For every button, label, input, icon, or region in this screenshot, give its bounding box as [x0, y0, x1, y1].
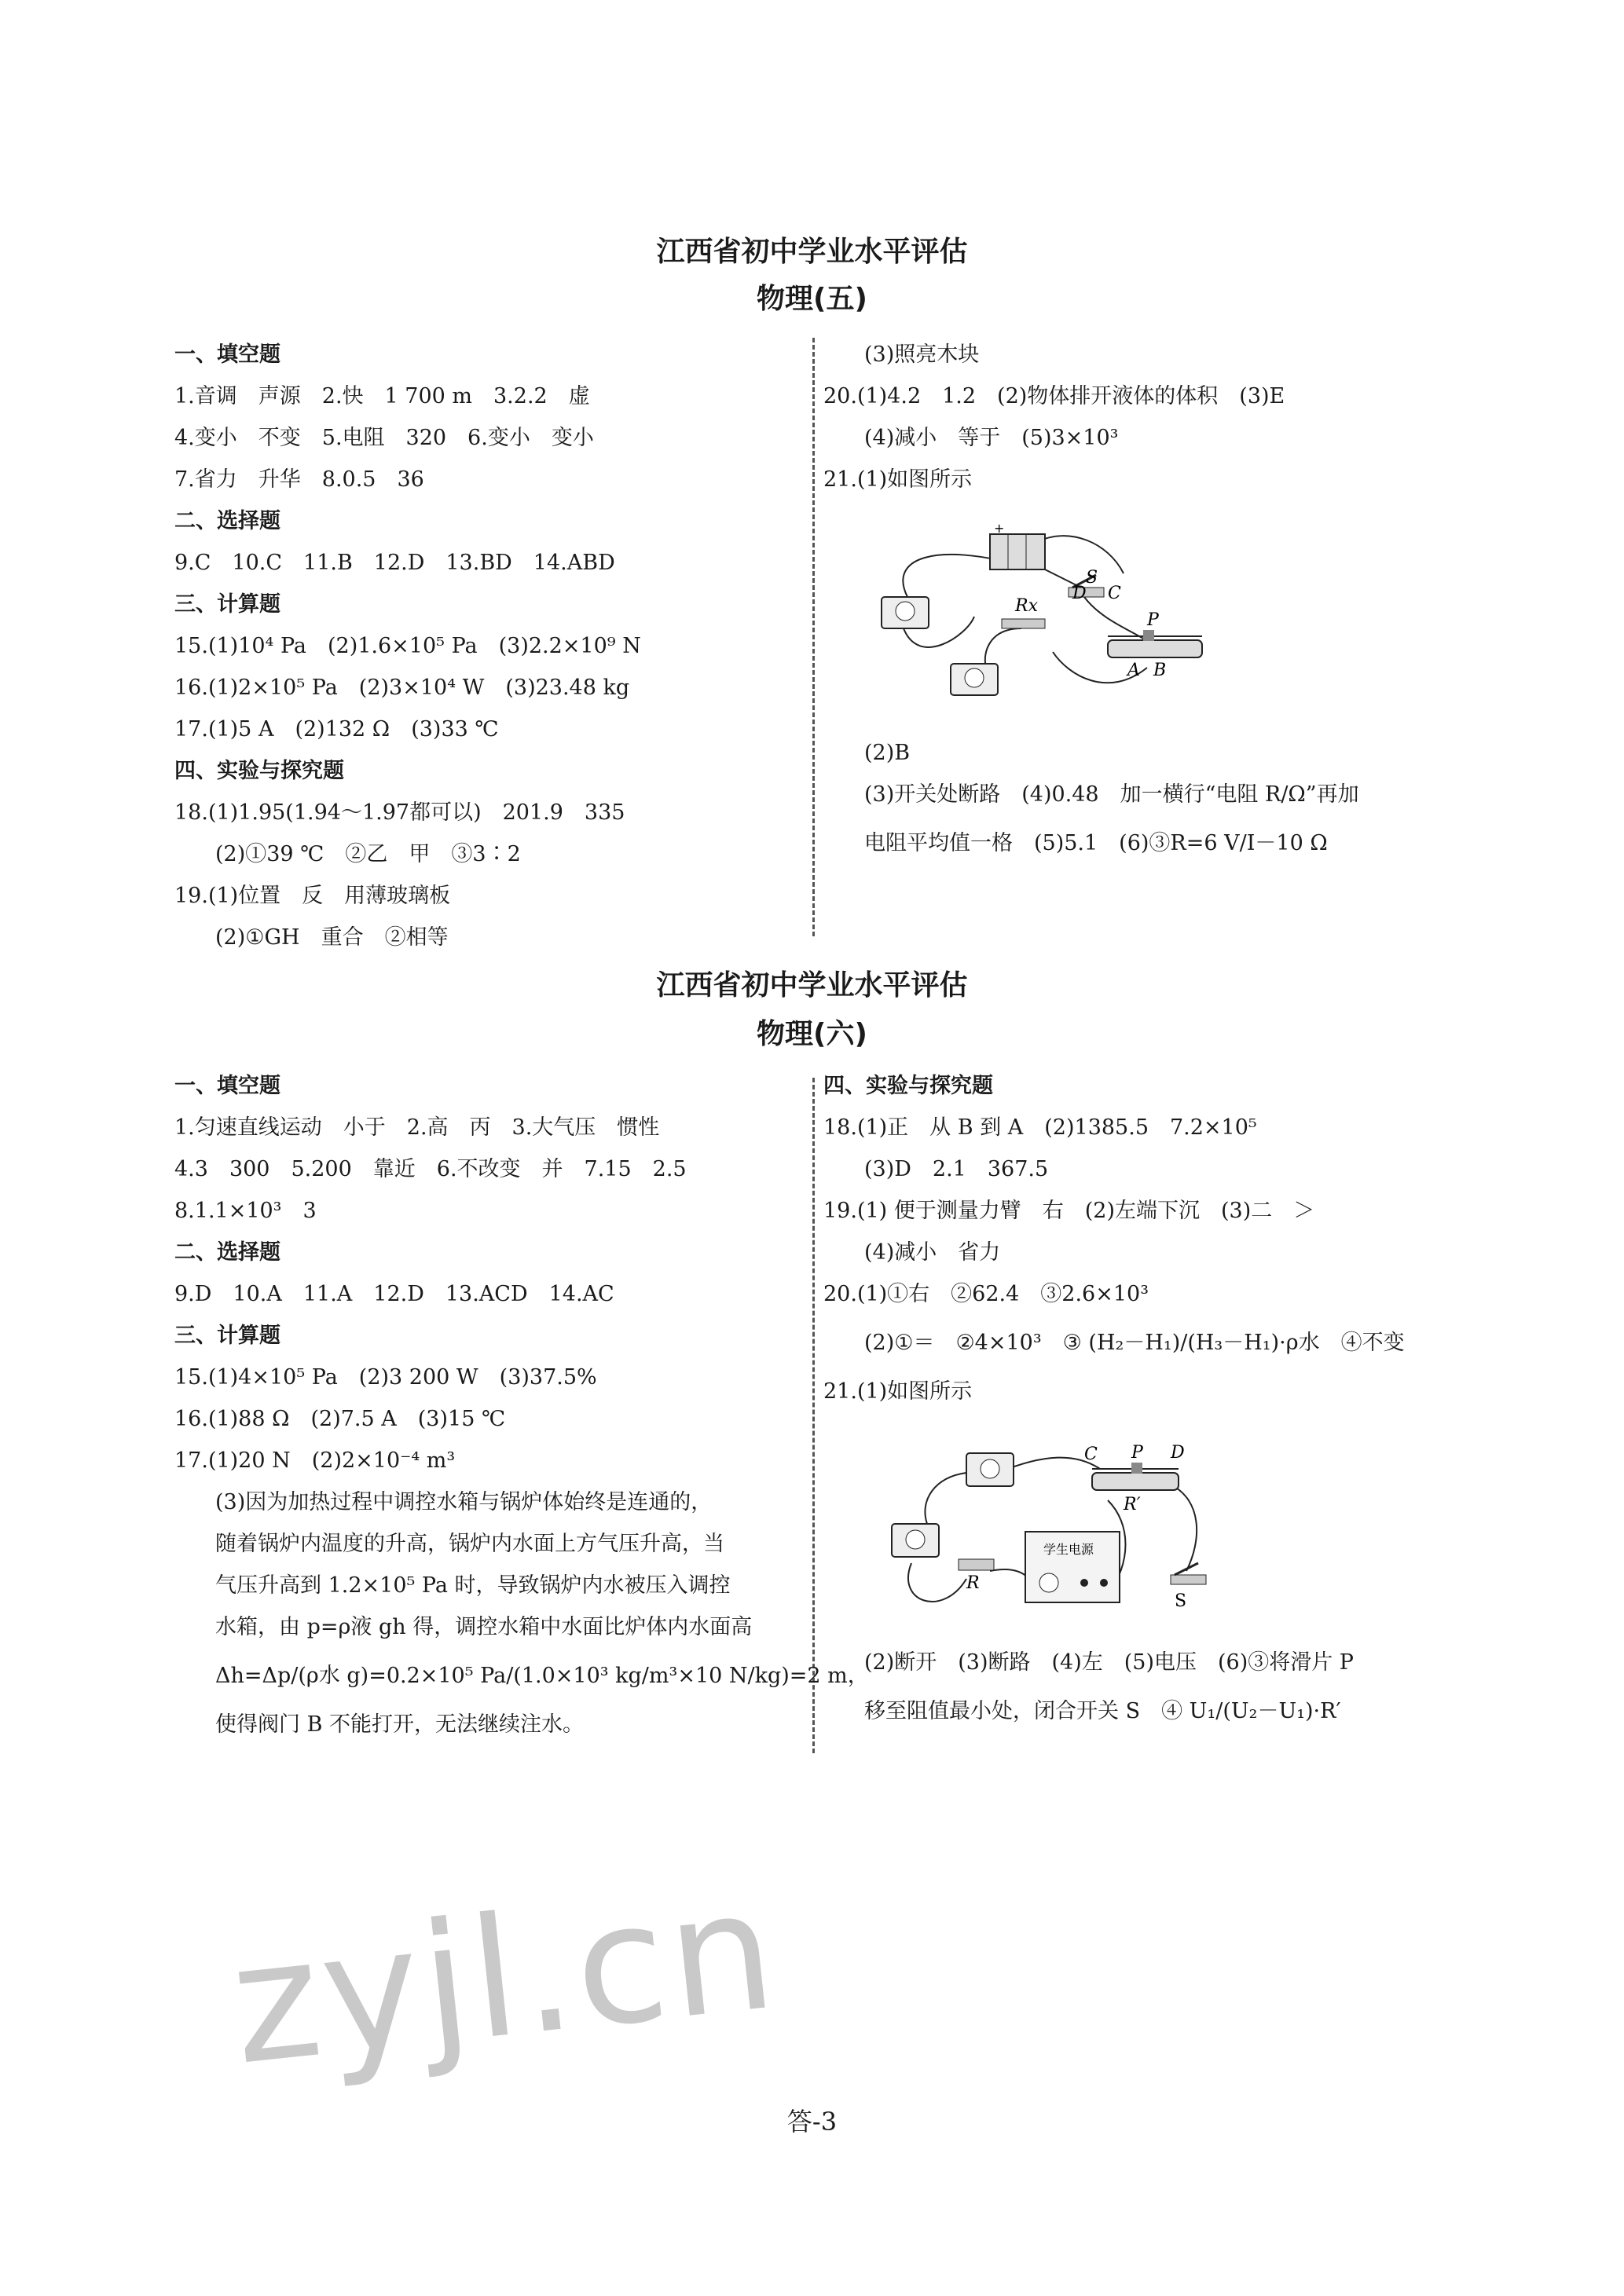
section-heading: 三、计算题 [174, 1324, 280, 1348]
label-r-prime: R′ [1124, 1495, 1141, 1514]
label-d: D [1171, 1443, 1185, 1463]
section6-subtitle: 物理(六) [757, 1018, 867, 1050]
answer-line: 16.(1)88 Ω (2)7.5 A (3)15 ℃ [174, 1407, 506, 1431]
answer-line: (4)减小 等于 (5)3×10³ [864, 426, 1119, 450]
section-heading: 二、选择题 [174, 509, 280, 533]
answer-line: (3)D 2.1 367.5 [864, 1157, 1049, 1181]
ammeter-icon [966, 1453, 1014, 1486]
battery-icon [990, 521, 1045, 569]
answer-line: (2)断开 (3)断路 (4)左 (5)电压 (6)③将滑片 P [864, 1650, 1354, 1675]
label-p: P [1147, 610, 1159, 630]
section6-right-column-bottom [823, 1642, 1468, 1739]
section-heading: 一、填空题 [174, 1074, 280, 1098]
answer-line: 21.(1)如图所示 [823, 1379, 973, 1404]
answer-line: 8.1.1×10³ 3 [174, 1199, 317, 1223]
answer-line: 移至阻值最小处，闭合开关 S ④ U₁/(U₂－U₁)·R′ [864, 1699, 1341, 1723]
answer-line: 20.(1)①右 ②62.4 ③2.6×10³ [823, 1282, 1149, 1306]
circuit-diagram-5 [872, 511, 1241, 699]
label-c: C [1084, 1445, 1098, 1464]
circuit-diagram-6 [872, 1437, 1234, 1626]
answer-line: (2)①39 ℃ ②乙 甲 ③3∶2 [215, 842, 521, 866]
answer-line: 17.(1)5 A (2)132 Ω (3)33 ℃ [174, 717, 499, 742]
answer-line: 1.音调 声源 2.快 1 700 m 3.2.2 虚 [174, 384, 590, 408]
section-heading: 二、选择题 [174, 1240, 280, 1265]
answer-line: 水箱，由 p=ρ液 gh 得，调控水箱中水面比炉体内水面高 [215, 1615, 753, 1639]
label-a: A [1127, 661, 1140, 680]
answer-line: (4)减小 省力 [864, 1240, 1001, 1265]
label-power-supply: 学生电源 [1043, 1542, 1094, 1557]
answer-line: (2)①＝ ②4×10³ ③ (H₂－H₁)/(H₃－H₁)·ρ水 ④不变 [864, 1331, 1405, 1355]
answer-line: 18.(1)正 从 B 到 A (2)1385.5 7.2×10⁵ [823, 1115, 1257, 1140]
label-rx: Rx [1015, 596, 1038, 616]
section-heading: 四、实验与探究题 [823, 1074, 993, 1098]
voltmeter-icon [951, 664, 998, 695]
label-s: S [1175, 1591, 1187, 1611]
answer-line: 4.3 300 5.200 靠近 6.不改变 并 7.15 2.5 [174, 1157, 687, 1181]
answer-line: 20.(1)4.2 1.2 (2)物体排开液体的体积 (3)E [823, 384, 1285, 408]
resistor-rx-icon [1002, 619, 1045, 628]
ammeter-icon [882, 597, 929, 628]
answer-line: 使得阀门 B 不能打开，无法继续注水。 [215, 1712, 585, 1737]
section-heading: 四、实验与探究题 [174, 759, 344, 783]
answer-line: 9.C 10.C 11.B 12.D 13.BD 14.ABD [174, 551, 615, 575]
answer-line: (3)开关处断路 (4)0.48 加一横行“电阻 R/Ω”再加 [864, 782, 1359, 807]
rheostat-icon [1092, 1463, 1179, 1490]
answer-line: 7.省力 升华 8.0.5 36 [174, 467, 424, 492]
resistor-r-icon [959, 1559, 994, 1570]
page-number: 答-3 [786, 2107, 838, 2137]
answer-line: (2)B [864, 741, 911, 765]
section6-title: 江西省初中学业水平评估 [656, 969, 968, 1002]
answer-line: Δh=Δp/(ρ水 g)=0.2×10⁵ Pa/(1.0×10³ kg/m³×10 N/kg)=2 m， [215, 1664, 869, 1688]
answer-line: 1.匀速直线运动 小于 2.高 丙 3.大气压 惯性 [174, 1115, 660, 1140]
section5-column-divider [812, 338, 815, 936]
section5-left-column [174, 334, 803, 958]
section-heading: 一、填空题 [174, 342, 280, 367]
label-s: S [1086, 568, 1098, 588]
section-heading: 三、计算题 [174, 592, 280, 617]
section6-left-column [174, 1065, 869, 1745]
answer-line: 电阻平均值一格 (5)5.1 (6)③R=6 V/I－10 Ω [864, 831, 1328, 855]
answer-line: 4.变小 不变 5.电阻 320 6.变小 变小 [174, 426, 594, 450]
label-c: C [1108, 584, 1121, 603]
section6-right-column-top [823, 1065, 1468, 1412]
answer-line: 16.(1)2×10⁵ Pa (2)3×10⁴ W (3)23.48 kg [174, 676, 630, 700]
answer-line: (3)因为加热过程中调控水箱与锅炉体始终是连通的， [215, 1490, 713, 1514]
answer-line: 17.(1)20 N (2)2×10⁻⁴ m³ [174, 1448, 456, 1473]
svg-text:+: + [994, 521, 1005, 536]
answer-line: 21.(1)如图所示 [823, 467, 973, 492]
answer-line: 气压升高到 1.2×10⁵ Pa 时，导致锅炉内水被压入调控 [215, 1573, 731, 1598]
section5-right-column-top [823, 334, 1468, 500]
watermark: zyjl.cn [223, 1853, 786, 2102]
answer-line: (2)①GH 重合 ②相等 [215, 925, 449, 950]
section5-right-column-bottom [823, 732, 1468, 871]
answer-line: 19.(1) 便于测量力臂 右 (2)左端下沉 (3)二 ＞ [823, 1199, 1315, 1223]
label-d: D [1072, 584, 1087, 603]
label-r: R [966, 1573, 980, 1593]
section5-title: 江西省初中学业水平评估 [656, 236, 968, 268]
rheostat-icon [1108, 630, 1202, 657]
answer-line: (3)照亮木块 [864, 342, 980, 367]
answer-line: 随着锅炉内温度的升高，锅炉内水面上方气压升高，当 [215, 1532, 724, 1556]
answer-line: 15.(1)4×10⁵ Pa (2)3 200 W (3)37.5% [174, 1365, 597, 1390]
section5-subtitle: 物理(五) [757, 283, 867, 315]
answer-line: 9.D 10.A 11.A 12.D 13.ACD 14.AC [174, 1282, 614, 1306]
answer-line: 19.(1)位置 反 用薄玻璃板 [174, 884, 451, 908]
label-p: P [1131, 1443, 1143, 1463]
label-b: B [1153, 661, 1167, 680]
answer-line: 18.(1)1.95(1.94～1.97都可以) 201.9 335 [174, 800, 625, 825]
answer-line: 15.(1)10⁴ Pa (2)1.6×10⁵ Pa (3)2.2×10⁹ N [174, 634, 641, 658]
voltmeter-icon [892, 1524, 939, 1557]
